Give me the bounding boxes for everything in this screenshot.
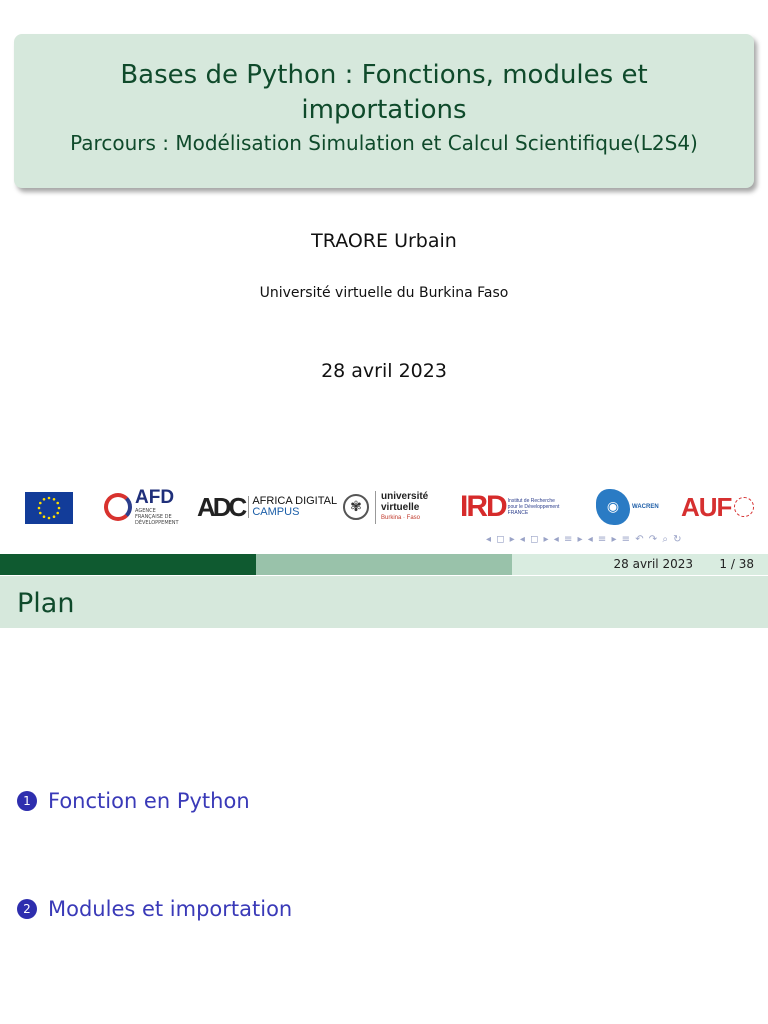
ird-logo: IRD Institut de Recherche pour le Développement FRANCE bbox=[460, 490, 560, 523]
institution-name: Université virtuelle du Burkina Faso bbox=[259, 285, 509, 301]
presentation-title: Bases de Python : Fonctions, modules et importations bbox=[120, 60, 648, 125]
auf-logo: AUF bbox=[681, 488, 754, 526]
number-bullet: 2 bbox=[17, 899, 37, 919]
footer-section-left bbox=[0, 554, 256, 575]
afd-logo: AFD AGENCE FRANÇAISE DE DÉVELOPPEMENT bbox=[104, 488, 175, 526]
plan-item-fonction[interactable] bbox=[17, 789, 250, 813]
adc-logo: ADC AFRICA DIGITAL CAMPUS bbox=[197, 491, 338, 522]
slide-footer bbox=[0, 554, 768, 575]
slide-header bbox=[0, 576, 768, 628]
partner-logos bbox=[0, 484, 768, 532]
globe-icon bbox=[734, 497, 754, 517]
plan-item-label[interactable]: Modules et importation bbox=[48, 897, 293, 921]
footer-section-middle bbox=[256, 554, 512, 575]
beamer-navigation[interactable]: ◂ ◻ ▸ ◂ ◻ ▸ ◂ ≡ ▸ ◂ ≡ ▸ ≡ ↶ ↷ ⌕ ↻ bbox=[486, 534, 683, 545]
presentation-subtitle: Parcours : Modélisation Simulation et Calcul Scientifique(L2S4) bbox=[70, 131, 698, 155]
afd-ring-icon bbox=[104, 493, 132, 521]
footer-date: 28 avril 2023 bbox=[613, 557, 693, 571]
title-box bbox=[14, 34, 754, 188]
footer-section-right bbox=[512, 554, 768, 575]
footer-page-number: 1 / 38 bbox=[719, 557, 754, 571]
wacren-logo: ◉ WACREN bbox=[596, 488, 659, 526]
eu-flag-icon bbox=[25, 492, 73, 524]
author-name: TRAORE Urbain bbox=[311, 230, 457, 252]
plan-item-modules[interactable] bbox=[17, 897, 292, 921]
plan-item-label[interactable]: Fonction en Python bbox=[48, 789, 250, 813]
slide-title: Plan bbox=[17, 588, 75, 619]
africa-map-icon: ◉ bbox=[596, 489, 630, 525]
uv-logo: ✾ université virtuelle Burkina · Faso bbox=[343, 488, 428, 526]
number-bullet: 1 bbox=[17, 791, 37, 811]
seal-icon: ✾ bbox=[343, 494, 369, 520]
presentation-date: 28 avril 2023 bbox=[321, 360, 447, 382]
